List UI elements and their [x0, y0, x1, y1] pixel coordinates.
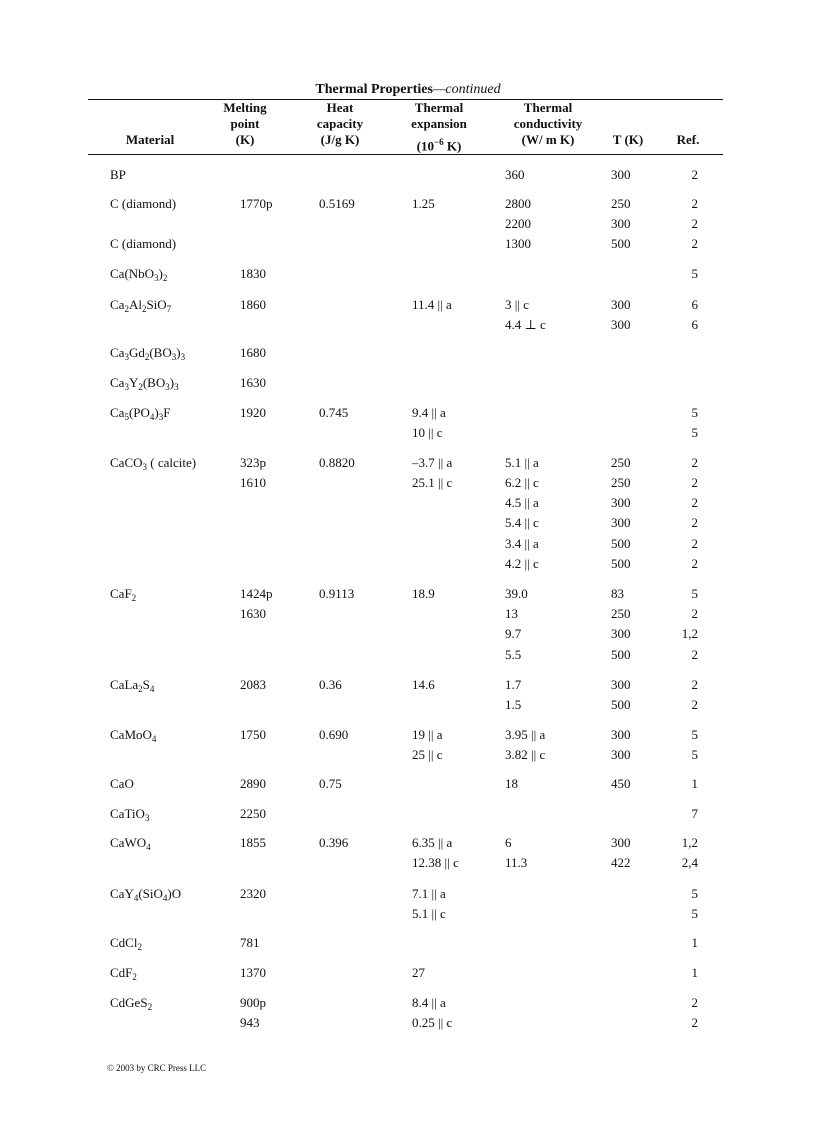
cell-melting-point: 2250	[240, 806, 266, 821]
table-title-continued: —continued	[432, 82, 501, 97]
cell-thermal-expansion: 12.38 || c	[412, 855, 459, 870]
cell-thermal-conductivity: 5.5	[505, 647, 522, 662]
table-row	[0, 677, 816, 697]
cell-material: CdGeS$_2$	[110, 995, 153, 1012]
cell-reference: 2	[691, 697, 698, 712]
cell-thermal-expansion: 9.4 || a	[412, 405, 446, 420]
header-temperature: T (K)	[612, 132, 644, 147]
cell-thermal-conductivity: 9.7	[505, 626, 522, 641]
cell-temperature: 83	[611, 586, 624, 601]
cell-reference: 2	[691, 236, 698, 251]
cell-reference: 5	[691, 886, 698, 901]
table-title-main: Thermal Properties	[315, 82, 433, 97]
cell-thermal-expansion: 0.25 || c	[412, 1015, 453, 1030]
cell-thermal-conductivity: 3.82 || c	[505, 747, 546, 762]
header-line: conductivity	[513, 116, 583, 131]
cell-thermal-expansion: 25.1 || c	[412, 475, 453, 490]
cell-melting-point: 943	[240, 1015, 260, 1030]
cell-reference: 1	[691, 935, 698, 950]
cell-melting-point: 1750	[240, 727, 266, 742]
cell-melting-point: 1680	[240, 345, 266, 360]
cell-thermal-expansion: –3.7 || a	[412, 455, 453, 470]
cell-reference: 6	[691, 317, 698, 332]
cell-material: CaMoO$_4$	[110, 727, 157, 744]
table-row	[0, 515, 816, 535]
cell-thermal-conductivity: 39.0	[505, 586, 528, 601]
table-row	[0, 806, 816, 826]
cell-melting-point: 1610	[240, 475, 266, 490]
cell-thermal-conductivity: 11.3	[505, 855, 528, 870]
cell-thermal-conductivity: 1300	[505, 236, 531, 251]
table-title	[0, 82, 816, 98]
table-row	[0, 405, 816, 425]
cell-material: CaF$_2$	[110, 586, 137, 603]
table-row	[0, 455, 816, 475]
cell-thermal-expansion: 11.4 || a	[412, 297, 452, 312]
cell-temperature: 300	[611, 515, 631, 530]
table-row	[0, 297, 816, 317]
cell-melting-point: 900p	[240, 995, 266, 1010]
cell-temperature: 250	[611, 475, 631, 490]
cell-melting-point: 1630	[240, 606, 266, 621]
cell-heat-capacity: 0.396	[319, 835, 349, 850]
cell-reference: 5	[691, 906, 698, 921]
cell-material: CaY$_4$(SiO$_4$)O	[110, 886, 182, 903]
table-row	[0, 855, 816, 875]
cell-temperature: 300	[611, 727, 631, 742]
cell-reference: 5	[691, 747, 698, 762]
cell-material: CaTiO$_3$	[110, 806, 150, 823]
table-row	[0, 647, 816, 667]
cell-thermal-conductivity: 13	[505, 606, 518, 621]
cell-reference: 2	[691, 515, 698, 530]
cell-material: C (diamond)	[110, 236, 177, 251]
cell-temperature: 300	[611, 747, 631, 762]
cell-reference: 2	[691, 647, 698, 662]
cell-melting-point: 323p	[240, 455, 266, 470]
cell-thermal-expansion: 25 || c	[412, 747, 443, 762]
cell-material: $Ca(NbO_3)_2$	[110, 266, 168, 283]
header-thermal-expansion	[398, 100, 480, 154]
table-row	[0, 727, 816, 747]
table-row	[0, 747, 816, 767]
header-line: point	[230, 116, 260, 131]
cell-thermal-expansion: 18.9	[412, 586, 435, 601]
cell-thermal-expansion: 1.25	[412, 196, 435, 211]
cell-melting-point: 781	[240, 935, 260, 950]
header-heat-capacity	[300, 100, 380, 148]
cell-reference: 1	[691, 776, 698, 791]
cell-heat-capacity: 0.75	[319, 776, 342, 791]
cell-reference: 1	[691, 965, 698, 980]
cell-melting-point: 1424p	[240, 586, 273, 601]
table-row	[0, 425, 816, 445]
table-row	[0, 375, 816, 395]
cell-temperature: 500	[611, 536, 631, 551]
cell-reference: 5	[691, 727, 698, 742]
cell-melting-point: 1920	[240, 405, 266, 420]
cell-temperature: 500	[611, 556, 631, 571]
cell-melting-point: 1370	[240, 965, 266, 980]
cell-melting-point: 2320	[240, 886, 266, 901]
cell-material: $CaLa_2S_4$	[110, 677, 155, 694]
table-row	[0, 906, 816, 926]
cell-melting-point: 2890	[240, 776, 266, 791]
cell-thermal-expansion: 5.1 || c	[412, 906, 446, 921]
cell-thermal-conductivity: 5.4 || c	[505, 515, 539, 530]
cell-thermal-conductivity: 18	[505, 776, 518, 791]
copyright-footer: © 2003 by CRC Press LLC	[107, 1063, 207, 1073]
cell-thermal-expansion: 19 || a	[412, 727, 443, 742]
table-row	[0, 776, 816, 796]
cell-material: $Ca_3Gd_2(BO_3)_3$	[110, 345, 186, 362]
cell-material: $Ca_5(PO_4)_3F$	[110, 405, 171, 422]
cell-reference: 5	[691, 405, 698, 420]
cell-heat-capacity: 0.8820	[319, 455, 355, 470]
header-material: Material	[125, 132, 175, 147]
cell-thermal-conductivity: 3.4 || a	[505, 536, 539, 551]
cell-thermal-expansion: 7.1 || a	[412, 886, 446, 901]
cell-reference: 2	[691, 677, 698, 692]
header-line	[398, 134, 480, 154]
cell-temperature: 300	[611, 297, 631, 312]
cell-temperature: 250	[611, 196, 631, 211]
cell-temperature: 300	[611, 317, 631, 332]
cell-heat-capacity: 0.745	[319, 405, 349, 420]
cell-thermal-expansion: 10 || c	[412, 425, 443, 440]
cell-thermal-conductivity: 4.5 || a	[505, 495, 539, 510]
cell-temperature: 300	[611, 835, 631, 850]
cell-material: $Ca_3Y_2(BO_3)_3$	[110, 375, 179, 392]
cell-reference: 2	[691, 536, 698, 551]
table-row	[0, 216, 816, 236]
cell-thermal-conductivity: 5.1 || a	[505, 455, 539, 470]
cell-thermal-conductivity: 3 || c	[505, 297, 529, 312]
cell-material: C (diamond)	[110, 196, 177, 211]
header-line: expansion	[411, 116, 467, 131]
header-rule	[88, 154, 723, 155]
header-line: (K)	[235, 132, 255, 147]
header-unit-base: (10	[416, 138, 434, 154]
cell-material: $Ca_2Al_2SiO_7$	[110, 297, 172, 314]
cell-reference: 2	[691, 495, 698, 510]
cell-temperature: 422	[611, 855, 631, 870]
cell-melting-point: 1770p	[240, 196, 273, 211]
cell-temperature: 500	[611, 647, 631, 662]
cell-reference: 2	[691, 216, 698, 231]
cell-temperature: 500	[611, 236, 631, 251]
cell-material: CaO	[110, 776, 134, 791]
cell-reference: 5	[691, 425, 698, 440]
cell-reference: 2	[691, 167, 698, 182]
cell-melting-point: 1860	[240, 297, 266, 312]
cell-thermal-conductivity: 2800	[505, 196, 531, 211]
table-row	[0, 935, 816, 955]
cell-melting-point: 1830	[240, 266, 266, 281]
cell-material: BP	[110, 167, 126, 182]
cell-melting-point: 1630	[240, 375, 266, 390]
cell-thermal-conductivity: 3.95 || a	[505, 727, 546, 742]
table-row	[0, 886, 816, 906]
header-thermal-conductivity	[494, 100, 602, 148]
table-row	[0, 345, 816, 365]
table-row	[0, 965, 816, 985]
cell-reference: 5	[691, 266, 698, 281]
cell-reference: 5	[691, 586, 698, 601]
cell-material: CdCl$_2$	[110, 935, 142, 952]
cell-reference: 2	[691, 475, 698, 490]
table-row	[0, 626, 816, 646]
table-row	[0, 475, 816, 495]
cell-thermal-conductivity: 1.5	[505, 697, 522, 712]
header-line: Thermal	[414, 100, 464, 115]
cell-heat-capacity: 0.5169	[319, 196, 355, 211]
cell-thermal-expansion: 27	[412, 965, 425, 980]
header-line: Melting	[223, 100, 267, 115]
cell-reference: 1,2	[681, 835, 698, 850]
header-unit-suffix: K)	[443, 138, 462, 154]
table-row	[0, 317, 816, 337]
cell-thermal-expansion: 14.6	[412, 677, 435, 692]
cell-melting-point: 2083	[240, 677, 266, 692]
cell-temperature: 450	[611, 776, 631, 791]
cell-thermal-conductivity: 6.2 || c	[505, 475, 539, 490]
table-row	[0, 266, 816, 286]
cell-thermal-expansion: 6.35 || a	[412, 835, 453, 850]
table-row	[0, 495, 816, 515]
table-row	[0, 536, 816, 556]
header-melting-point	[210, 100, 280, 148]
header-unit-exponent: −6	[434, 137, 444, 147]
header-reference: Ref.	[676, 132, 700, 147]
cell-heat-capacity: 0.690	[319, 727, 349, 742]
table-row	[0, 606, 816, 626]
cell-temperature: 500	[611, 697, 631, 712]
cell-melting-point: 1855	[240, 835, 266, 850]
table-row	[0, 236, 816, 256]
header-line: (J/g K)	[320, 132, 360, 147]
cell-reference: 1,2	[681, 626, 698, 641]
cell-reference: 7	[691, 806, 698, 821]
cell-thermal-conductivity: 4.2 || c	[505, 556, 539, 571]
cell-reference: 2	[691, 455, 698, 470]
cell-reference: 2	[691, 1015, 698, 1030]
cell-thermal-conductivity: 6	[505, 835, 512, 850]
table-row	[0, 1015, 816, 1035]
cell-temperature: 300	[611, 216, 631, 231]
cell-thermal-conductivity: 4.4 ⊥ c	[505, 317, 546, 332]
cell-reference: 6	[691, 297, 698, 312]
cell-thermal-conductivity: 1.7	[505, 677, 522, 692]
cell-temperature: 300	[611, 626, 631, 641]
cell-material: CaWO$_4$	[110, 835, 151, 852]
cell-thermal-expansion: 8.4 || a	[412, 995, 446, 1010]
cell-reference: 2	[691, 606, 698, 621]
cell-thermal-conductivity: 2200	[505, 216, 531, 231]
cell-thermal-conductivity: 360	[505, 167, 525, 182]
table-row	[0, 196, 816, 216]
cell-temperature: 300	[611, 677, 631, 692]
header-line: capacity	[316, 116, 364, 131]
header-line: Heat	[326, 100, 354, 115]
cell-material: CaCO$_3$ ( calcite)	[110, 455, 197, 472]
cell-reference: 2	[691, 556, 698, 571]
cell-temperature: 250	[611, 455, 631, 470]
table-row	[0, 556, 816, 576]
table-row	[0, 995, 816, 1015]
header-line: Thermal	[523, 100, 573, 115]
cell-reference: 2,4	[681, 855, 698, 870]
cell-heat-capacity: 0.36	[319, 677, 342, 692]
cell-material: CdF$_2$	[110, 965, 137, 982]
table-row	[0, 586, 816, 606]
table-row	[0, 697, 816, 717]
table-row	[0, 835, 816, 855]
cell-reference: 2	[691, 995, 698, 1010]
cell-temperature: 250	[611, 606, 631, 621]
header-line: (W/ m K)	[521, 132, 575, 147]
cell-reference: 2	[691, 196, 698, 211]
cell-temperature: 300	[611, 167, 631, 182]
table-row	[0, 167, 816, 187]
cell-heat-capacity: 0.9113	[319, 586, 355, 601]
cell-temperature: 300	[611, 495, 631, 510]
